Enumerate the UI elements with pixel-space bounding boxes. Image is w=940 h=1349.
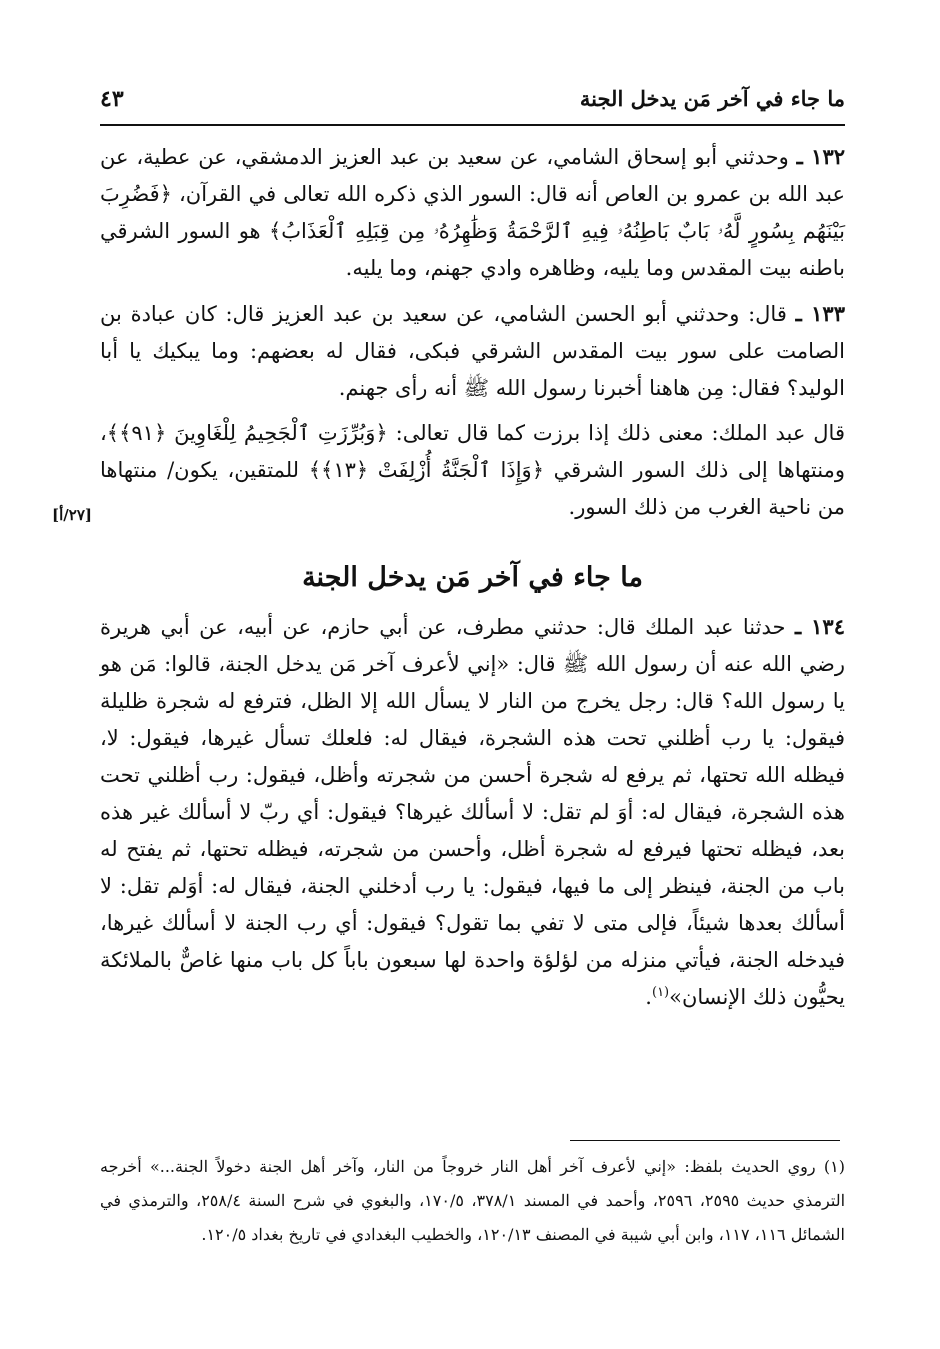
paragraph-commentary — [100, 415, 845, 526]
paragraph-text: حدثنا عبد الملك قال: حدثني مطرف، عن أبي حازم، عن أبيه، عن أبي هريرة رضي الله عنه أن رسول الله ﷺ قال: «إني لأعرف آخر مَن يدخل الجنة، قالوا: مَن هو يا رسول الله؟ قال: رجل يخرج من النار لا يسأل الله إلا الظل، فترفع له شجرة ظليلة فيقول: يا رب أظلني تحت هذه الشجرة، فيقال له: فلعلك تسأل غيرها، فيقول: لا، فيظله الله تحتها، ثم يرفع له شجرة أحسن من شجرته وأظل، فيقول: رب أظلني تحت هذه الشجرة، فيقال له: أوَ لم تقل: لا أسألك غيرها؟ فيقول: أي ربّ لا أسألك غير هذه بعد، فيظله تحتها فيرفع له شجرة أظل، وأحسن من شجرته، فيظله تحتها، ثم يفتح له باب من الجنة، فينظر إلى ما فيها، فيقول: يا رب أدخلني الجنة، فيقال له: أوَلم تقل: لا أسألك بعدها شيئاً، فإلى متى لا تفي بما تقول؟ فيقول: أي رب الجنة لا أسألك غيرها، فيدخله الجنة، فيأتي منزله من لؤلؤة واحدة لها سبعون باباً كل باب منها غاصٌّ بالملائكة يحيُّون ذلك الإنسان» — [100, 615, 845, 1009]
footnote-separator — [570, 1140, 840, 1141]
footnote-reference[interactable]: (١) — [651, 985, 670, 1000]
main-text — [100, 138, 845, 1024]
paragraph-134 — [100, 608, 845, 1016]
page-number: ٤٣ — [100, 86, 124, 112]
header-rule — [100, 124, 845, 126]
footnote-text: روي الحديث بلفظ: «إني لأعرف آخر أهل النار خروجاً من النار، وآخر أهل الجنة دخولاً الجنة...» أخرجه الترمذي حديث ٢٥٩٥، ٢٥٩٦، وأحمد في المسند ٣٧٨/١، ١٧٠/٥، والبغوي في شرح السنة ٢٥٨/٤، والترمذي في الشمائل ١١٦، ١١٧، وابن أبي شيبة في المصنف ١٢٠/١٣، والخطيب البغدادي في تاريخ بغداد ١٢٠/٥. — [100, 1157, 846, 1244]
paragraph-end: . — [645, 985, 652, 1009]
paragraph-number: ١٣٣ ـ — [795, 301, 845, 326]
manuscript-page-reference: [٢٧/أ] — [52, 506, 92, 524]
paragraph-number: ١٣٢ ـ — [796, 144, 846, 169]
footnote — [100, 1150, 845, 1252]
paragraph-text: قال: وحدثني أبو الحسن الشامي، عن سعيد بن عبد العزيز قال: كان عبادة بن الصامت على سور بيت المقدس الشرقي فبكى، فقال له بعضهم: وما يبكيك يا أبا الوليد؟ فقال: مِن هاهنا أخبرنا رسول الله ﷺ أنه رأى جهنم. — [100, 302, 845, 400]
paragraph-133 — [100, 295, 845, 407]
section-heading: ما جاء في آخر مَن يدخل الجنة — [302, 562, 643, 593]
footnote-marker: (١) — [823, 1157, 845, 1176]
page-header — [100, 84, 845, 124]
paragraph-number: ١٣٤ ـ — [794, 614, 845, 639]
running-title: ما جاء في آخر مَن يدخل الجنة — [579, 86, 845, 111]
paragraph-text: وحدثني أبو إسحاق الشامي، عن سعيد بن عبد العزيز الدمشقي، عن عطية، عن عبد الله بن عمرو بن العاص أنه قال: السور الذي ذكره الله تعالى في القرآن، ﴿فَضُرِبَ بَيْنَهُم بِسُورٍ لَّهُۥ بَابٌ بَاطِنُهُۥ فِيهِ ٱلرَّحْمَةُ وَظَٰهِرُهُۥ مِن قِبَلِهِ ٱلْعَذَابُ﴾ هو السور الشرقي باطنه بيت المقدس وما يليه، وظاهره وادي جهنم، وما يليه. — [100, 145, 845, 280]
paragraph-132 — [100, 138, 845, 287]
paragraph-text: قال عبد الملك: معنى ذلك إذا برزت كما قال تعالى: ﴿وَبُرِّزَتِ ٱلْجَحِيمُ لِلْغَاوِينَ ﴿٩١﴾﴾، ومنتهاها إلى ذلك السور الشرقي ﴿وَإِذَا ٱلْجَنَّةُ أُزْلِفَتْ ﴿١٣﴾﴾ للمتقين، يكون/ منتهاها من ناحية الغرب من ذلك السور. — [100, 421, 845, 519]
